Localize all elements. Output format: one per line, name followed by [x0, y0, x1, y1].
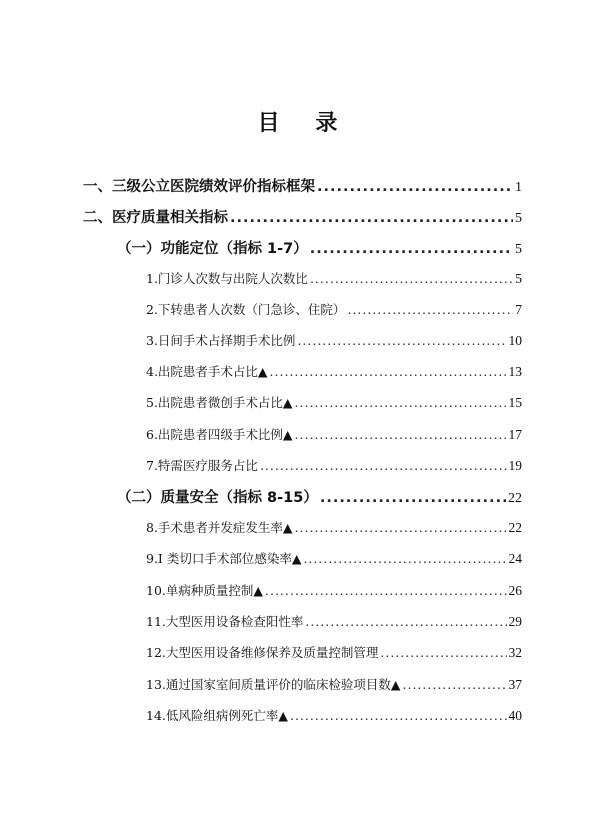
toc-entry-label: （一）功能定位（指标 1-7） [117, 241, 308, 257]
dot-leader [295, 427, 507, 442]
toc-entry-indicator-11[interactable] [146, 612, 522, 630]
toc-entry-label: 1.门诊人次数与出院人次数比 [146, 271, 308, 286]
toc-entry-label: 一、三级公立医院绩效评价指标框架 [83, 179, 315, 195]
dot-leader [403, 677, 507, 692]
toc-entry-label: 12.大型医用设备维修保养及质量控制管理 [146, 645, 379, 660]
dot-leader [380, 645, 506, 660]
toc-entry-label: 5.出院患者微创手术占比▲ [146, 395, 293, 410]
toc-entry-page: 37 [508, 677, 522, 692]
toc-entry-section-1[interactable] [83, 175, 522, 196]
dot-leader [230, 210, 513, 226]
toc-entry-page: 17 [508, 427, 522, 442]
toc-entry-indicator-6[interactable] [146, 425, 522, 443]
toc-entry-label: 3.日间手术占择期手术比例 [146, 333, 296, 348]
toc-entry-page: 1 [515, 180, 522, 195]
toc-entry-label: 2.下转患者人次数（门急诊、住院） [146, 302, 346, 317]
toc-entry-page: 32 [508, 645, 522, 660]
dot-leader [295, 395, 507, 410]
toc-entry-page: 22 [508, 520, 522, 535]
toc-title: 目 录 [257, 111, 352, 136]
dot-leader [290, 708, 507, 723]
dot-leader [317, 179, 513, 195]
toc-entry-indicator-2[interactable] [146, 300, 522, 318]
toc-entry-subsection-1[interactable] [117, 237, 522, 258]
dot-leader [295, 520, 507, 535]
toc-entry-label: 14.低风险组病例死亡率▲ [146, 708, 288, 723]
toc-entry-page: 40 [508, 708, 522, 723]
toc-entry-label: 6.出院患者四级手术比例▲ [146, 427, 293, 442]
toc-entry-subsection-2[interactable] [117, 486, 522, 507]
dot-leader [260, 458, 507, 473]
toc-entry-page: 5 [515, 271, 522, 286]
toc-entry-label: 9.I 类切口手术部位感染率▲ [146, 551, 302, 566]
dot-leader [310, 271, 513, 286]
toc-entry-indicator-13[interactable] [146, 675, 522, 693]
toc-entry-label: 11.大型医用设备检查阳性率 [146, 614, 304, 629]
toc-entry-page: 7 [515, 302, 522, 317]
toc-entry-indicator-5[interactable] [146, 393, 522, 411]
toc-entry-label: 4.出院患者手术占比▲ [146, 364, 268, 379]
toc-entry-page: 15 [508, 395, 522, 410]
toc-entry-label: 13.通过国家室间质量评价的临床检验项目数▲ [146, 677, 401, 692]
dot-leader [270, 364, 507, 379]
toc-entry-indicator-10[interactable] [146, 581, 522, 599]
dot-leader [303, 551, 506, 566]
toc-entry-page: 5 [515, 242, 522, 257]
toc-entry-indicator-4[interactable] [146, 362, 522, 380]
toc-entry-label: 7.特需医疗服务占比 [146, 458, 258, 473]
dot-leader [305, 614, 506, 629]
toc-entry-page: 5 [515, 211, 522, 226]
toc-entry-page: 10 [508, 333, 522, 348]
toc-entry-indicator-12[interactable] [146, 643, 522, 661]
toc-entry-page: 13 [508, 364, 522, 379]
toc-entry-page: 26 [508, 583, 522, 598]
dot-leader [265, 583, 507, 598]
toc-entry-indicator-14[interactable] [146, 706, 522, 724]
toc-entry-label: （二）质量安全（指标 8-15） [117, 490, 318, 506]
toc-entry-page: 22 [508, 491, 522, 506]
toc-entry-indicator-9[interactable] [146, 549, 522, 567]
toc-entry-indicator-7[interactable] [146, 456, 522, 474]
dot-leader [310, 241, 513, 257]
dot-leader [347, 302, 513, 317]
toc-entry-label: 二、医疗质量相关指标 [83, 210, 228, 226]
dot-leader [320, 490, 506, 506]
toc-entry-label: 8.手术患者并发症发生率▲ [146, 520, 293, 535]
toc-entry-page: 19 [508, 458, 522, 473]
toc-entry-label: 10.单病种质量控制▲ [146, 583, 263, 598]
toc-entry-indicator-3[interactable] [146, 331, 522, 349]
dot-leader [297, 333, 506, 348]
toc-entry-page: 24 [508, 551, 522, 566]
toc-entry-section-2[interactable] [83, 206, 522, 227]
toc-entry-indicator-8[interactable] [146, 518, 522, 536]
toc-entry-indicator-1[interactable] [146, 269, 522, 287]
toc-entry-page: 29 [508, 614, 522, 629]
